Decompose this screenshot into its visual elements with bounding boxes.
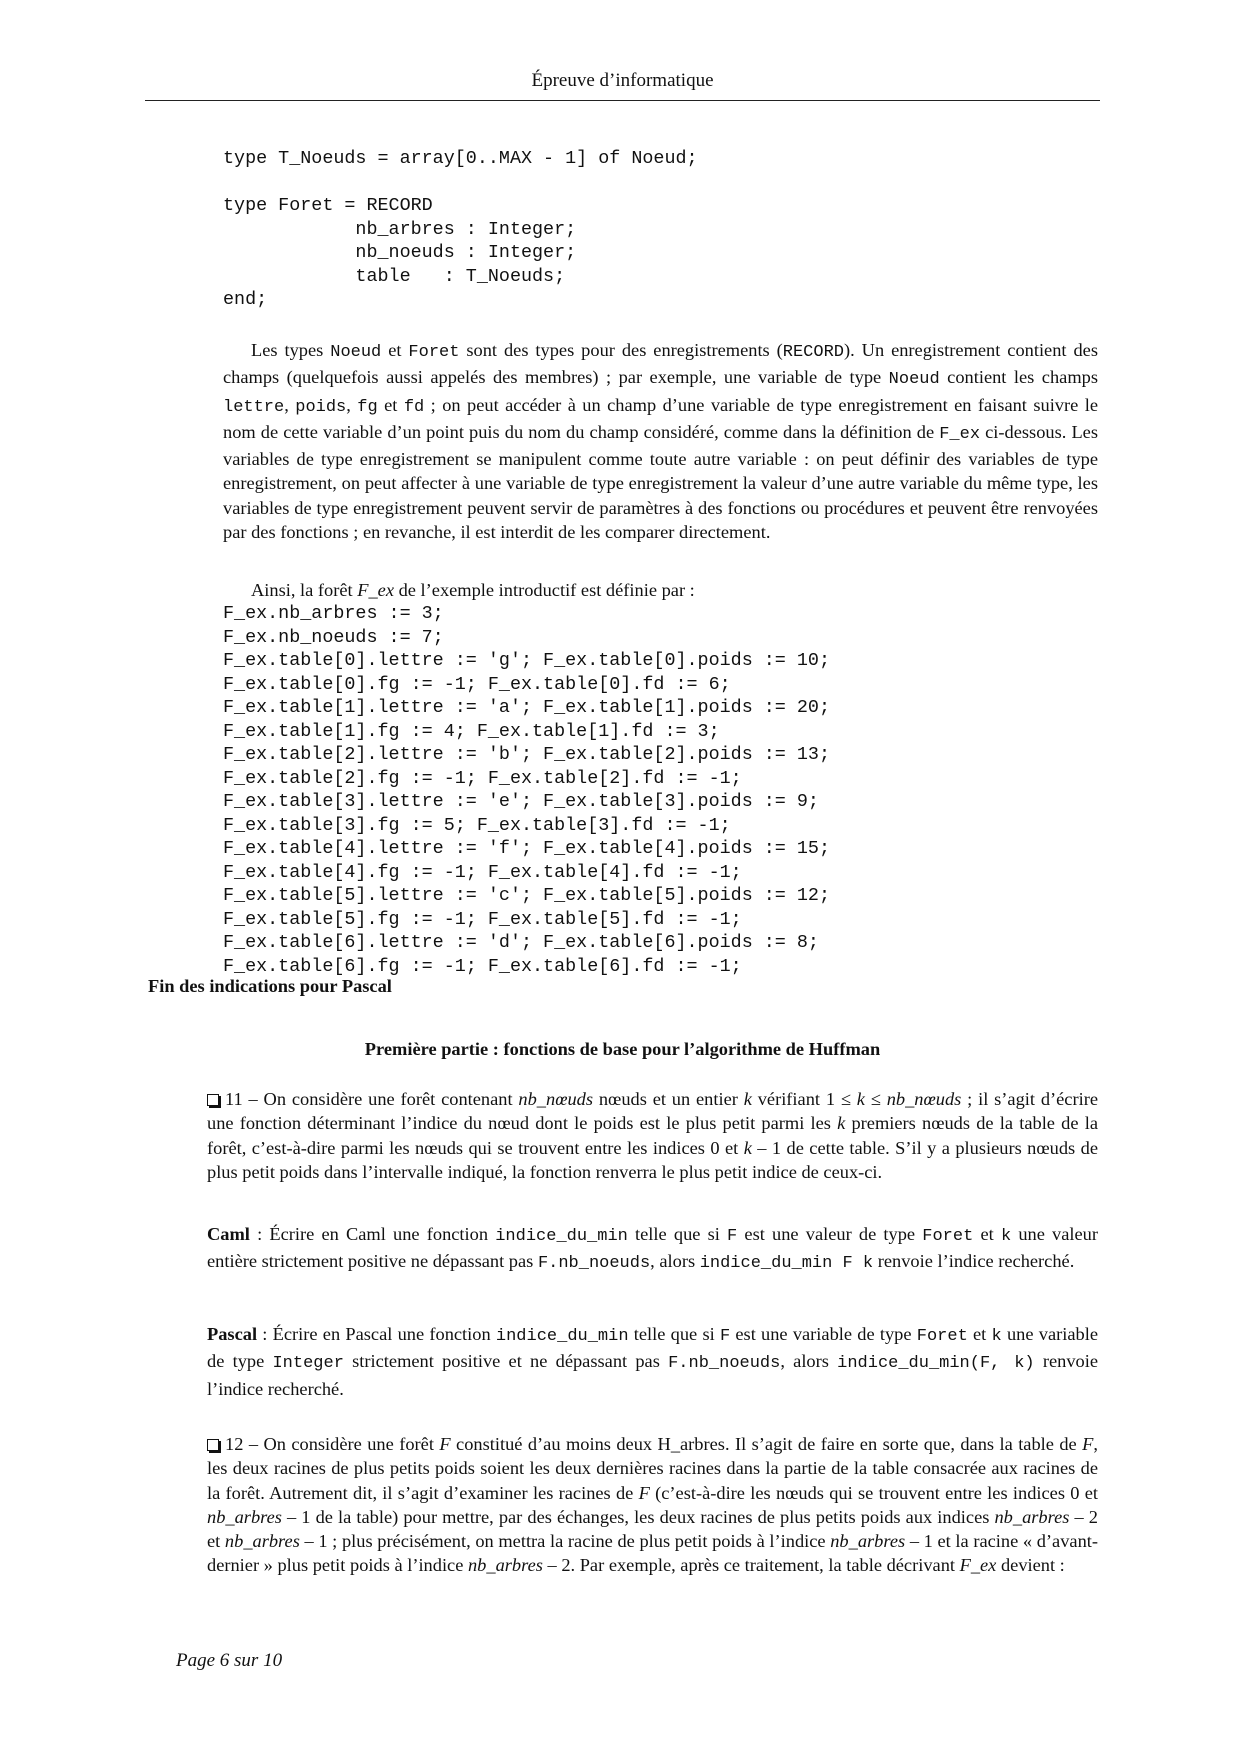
question-12: 12 – On considère une forêt F constitué d’au moins deux H_arbres. Il s’agit de faire en sorte que, dans la table de F, les deux racines de plus petits poids soient les deux dernières racines dans la partie de la table consacrée aux racines de la forêt. Autrement dit, il s’agit d’examiner les racines de F (c’est-à-dire les nœuds qui se trouvent entre les indices 0 et nb_arbres – 1 de la table) pour mettre, par des échanges, les deux racines de plus petits poids aux indices nb_arbres – 2 et nb_arbres – 1 ; plus précisément, on mettra la racine de plus petit poids à l’indice nb_arbres – 1 et la racine « d’avant-dernier » plus petit poids à l’indice nb_arbres – 2. Par exemple, après ce traitement, la table décrivant F_ex devient : bbox=[207, 1434, 1099, 1576]
question-11-caml: Caml : Écrire en Caml une fonction indice_du_min telle que si F est une valeur de type Foret et k une valeur entière strictement positive ne dépassant pas F.nb_noeuds, alors indice_du_min F k renvoie l’indice recherché. bbox=[207, 1224, 1098, 1274]
checkbox-icon bbox=[207, 1094, 219, 1106]
checkbox-icon bbox=[207, 1439, 219, 1451]
page-number: Page 6 sur 10 bbox=[176, 1650, 283, 1671]
paragraph-records: Les types Noeud et Foret sont des types pour des enregistrements (RECORD). Un enregistrement contient des champs (quelquefois aussi appelés des membres) ; par exemple, une variable de type Noeud contient les champs lettre, poids, fg et fd ; on peut accéder à un champ d’une variable de type enregistrement en faisant suivre le nom de cette variable d’un point puis du nom du champ considéré, comme dans la définition de F_ex ci-dessous. Les variables de type enregistrement se manipulent comme toute autre variable : on peut définir des variables de type enregistrement, on peut affecter à une variable de type enregistrement la valeur d’une autre variable du même type, les variables de type enregistrement peuvent servir de paramètres à des fonctions ou procédures et peuvent être renvoyées par des fonctions ; en revanche, il est interdit de les comparer directement. bbox=[223, 340, 1098, 543]
section-title: Première partie : fonctions de base pour l’algorithme de Huffman bbox=[364, 1039, 881, 1059]
paragraph-fex-intro: Ainsi, la forêt F_ex de l’exemple introductif est définie par : bbox=[251, 580, 695, 600]
question-11: 11 – On considère une forêt contenant nb_nœuds nœuds et un entier k vérifiant 1 ≤ k ≤ nb_nœuds ; il s’agit d’écrire une fonction déterminant l’indice du nœud dont le poids est le plus petit parmi les k premiers nœuds de la table de la forêt, c’est-à-dire parmi les nœuds qui se trouvent entre les indices 0 et k – 1 de cette table. S’il y a plusieurs nœuds de plus petit poids dans l’intervalle indiqué, la fonction renverra le plus petit indice de ceux-ci. bbox=[207, 1089, 1098, 1182]
header-divider bbox=[145, 100, 1100, 101]
code-block-types: type T_Noeuds = array[0..MAX - 1] of Noeud; type Foret = RECORD nb_arbres : Integer; nb_noeuds : Integer; table : T_Noeuds; end; bbox=[223, 148, 698, 310]
page-header: Épreuve d’informatique bbox=[531, 70, 714, 91]
code-block-fex: F_ex.nb_arbres := 3; F_ex.nb_noeuds := 7; F_ex.table[0].lettre := 'g'; F_ex.table[0].poids := 10; F_ex.table[0].fg := -1; F_ex.table[0].fd := 6; F_ex.table[1].lettre := 'a'; F_ex.table[1].poids := 20; F_ex.table[1].fg := 4; F_ex.table[1].fd := 3; F_ex.table[2].lettre := 'b'; F_ex.table[2].poids := 13; F_ex.table[2].fg := -1; F_ex.table[2].fd := -1; F_ex.table[3].lettre := 'e'; F_ex.table[3].poids := 9; F_ex.table[3].fg := 5; F_ex.table[3].fd := -1; F_ex.table[4].lettre := 'f'; F_ex.table[4].poids := 15; F_ex.table[4].fg := -1; F_ex.table[4].fd := -1; F_ex.table[5].lettre := 'c'; F_ex.table[5].poids := 12; F_ex.table[5].fg := -1; F_ex.table[5].fd := -1; F_ex.table[6].lettre := 'd'; F_ex.table[6].poids := 8; F_ex.table[6].fg := -1; F_ex.table[6].fd := -1; bbox=[223, 603, 830, 977]
question-11-pascal: Pascal : Écrire en Pascal une fonction indice_du_min telle que si F est une variable de type Foret et k une variable de type Integer strictement positive et ne dépassant pas F.nb_noeuds, alors indice_du_min(F, k) renvoie l’indice recherché. bbox=[207, 1324, 1098, 1399]
end-of-pascal-indications: Fin des indications pour Pascal bbox=[148, 976, 392, 996]
